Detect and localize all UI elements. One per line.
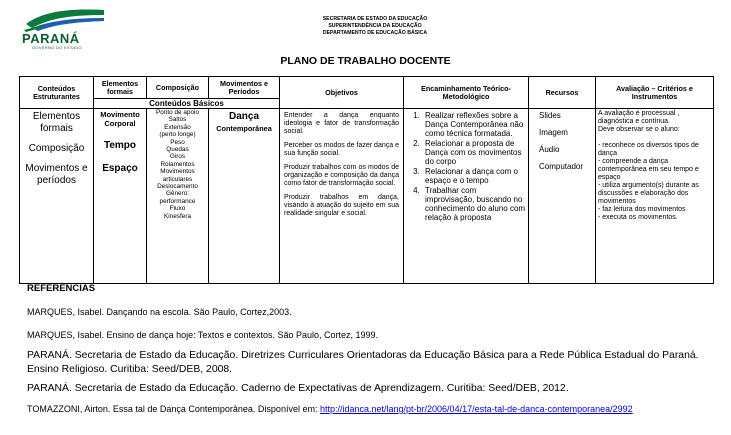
- references-section: [27, 283, 717, 415]
- header-recursos: Recursos: [529, 77, 596, 109]
- reference-link[interactable]: http://idanca.net/lang/pt-br/2006/04/17/esta-tal-de-danca-contemporanea/2992: [319, 404, 633, 414]
- parana-logo: [22, 6, 108, 50]
- avaliacao-item: - utiliza argumento(s) durante as discussões e elaboração dos movimentos: [598, 182, 699, 205]
- avaliacao-item: - compreende a dança contemporânea em seu tempo e espaço: [598, 158, 699, 181]
- composicao-item: (perto longe): [159, 131, 196, 139]
- composicao-item: Quedas: [166, 146, 189, 154]
- header-line: SUPERINTENDÊNCIA DA EDUCAÇÃO: [328, 23, 422, 29]
- header-conteudos-basicos: Conteúdos Básicos: [94, 99, 280, 109]
- movimento-item: Contemporânea: [216, 124, 272, 133]
- composicao-item: Giros: [169, 153, 186, 161]
- references-heading: REFERÊNCIAS: [27, 283, 96, 294]
- logo-subtitle: GOVERNO DO ESTADO: [32, 45, 82, 50]
- encaminhamento-item: 3. Relacionar a dança com o espaço e o tempo: [422, 167, 526, 185]
- recurso-item: Áudio: [539, 145, 560, 154]
- logo-name: PARANÁ: [22, 31, 80, 46]
- header-composicao: Composição: [147, 77, 209, 99]
- plan-table: [19, 76, 713, 284]
- reference-item: PARANÁ. Secretaria de Estado da Educação. Caderno de Expectativas de Aprendizagem. Curitiba: Seed/DEB, 2012.: [27, 383, 569, 394]
- composicao-item: Gênero:: [165, 190, 190, 198]
- objetivo-item: Produzir trabalhos em dança, visando à atuação do sujeito em sua realidade singular e social.: [284, 194, 399, 217]
- composicao-item: Ponto de apoio: [156, 109, 199, 116]
- composicao-item: Saltos: [168, 116, 187, 124]
- header-objetivos: Objetivos: [280, 77, 404, 109]
- encaminhamento-item: 1. Realizar reflexões sobre a Dança Contemporânea não como técnica formatada.: [422, 111, 526, 138]
- reference-item: MARQUES, Isabel. Dançando na escola. São Paulo, Cortez,2003.: [27, 307, 292, 317]
- composicao-item: Movimentos articulares: [160, 168, 195, 183]
- page-title: PLANO DE TRABALHO DOCENTE: [280, 55, 451, 67]
- elemento-item: Espaço: [102, 163, 138, 174]
- reference-item: [27, 403, 717, 415]
- conteudo-item: Composição: [28, 143, 85, 154]
- elementos-formais-cell: [94, 109, 147, 284]
- reference-item: MARQUES, Isabel. Ensino de dança hoje: Textos e contextos. São Paulo, Cortez, 1999.: [27, 330, 379, 340]
- conteudos-estruturantes-cell: [20, 109, 94, 284]
- composicao-item: Fluxo: [169, 205, 186, 213]
- composicao-item: Extensão: [164, 123, 191, 131]
- encaminhamento-item: 4. Trabalhar com improvisação, buscando no conhecimento do aluno com relação à proposta: [422, 186, 526, 222]
- objetivo-item: Produzir trabalhos com os modos de organização e composição da dança como fator de transformação social.: [284, 164, 399, 187]
- objetivo-item: Perceber os modos de fazer dança e sua função social.: [284, 142, 399, 157]
- header-line: DEPARTAMENTO DE EDUCAÇÃO BÁSICA: [322, 30, 428, 36]
- movimentos-periodos-cell: [209, 109, 280, 284]
- department-header: [290, 16, 460, 37]
- avaliacao-item: [598, 134, 711, 142]
- conteudo-item: Movimentos e períodos: [25, 163, 88, 186]
- elemento-item: Movimento Corporal: [100, 110, 140, 128]
- avaliacao-cell: [596, 109, 714, 284]
- movimento-item: Dança: [228, 111, 259, 122]
- header-conteudos-estruturantes: Conteúdos Estruturantes: [20, 77, 94, 109]
- parana-flag-icon: [22, 6, 108, 32]
- objetivo-item: Entender a dança enquanto ideologia e fator de transformação social.: [284, 112, 399, 135]
- header-encaminhamento: Encaminhamento Teórico-Metodológico: [404, 77, 529, 109]
- avaliacao-item: - faz leitura dos movimentos: [598, 206, 686, 213]
- reference-item: PARANÁ. Secretaria de Estado da Educação. Diretrizes Curriculares Orientadoras da Educação Básica para a Rede Pública Estadual do Paraná. Ensino Religioso. Curitiba: Seed/DEB, 2008.: [27, 350, 699, 375]
- avaliacao-item: - executa os movimentos.: [598, 214, 678, 221]
- conteudo-item: Elementos formais: [32, 111, 81, 134]
- composicao-cell: [147, 109, 209, 284]
- composicao-item: Rolamentos: [160, 160, 195, 168]
- header-avaliacao: Avaliação – Critérios e Instrumentos: [596, 77, 714, 109]
- recurso-item: Computador: [539, 162, 584, 171]
- encaminhamento-cell: [404, 109, 529, 284]
- composicao-item: Peso: [170, 138, 185, 146]
- encaminhamento-item: 2. Relacionar a proposta de Dança com os movimentos do corpo: [422, 139, 526, 166]
- avaliacao-item: A avaliação é processual , diagnóstica e contínua.: [598, 110, 680, 125]
- recurso-item: Imagem: [539, 128, 568, 137]
- composicao-item: Kinesfera: [164, 212, 191, 220]
- objetivos-cell: [280, 109, 404, 284]
- header-line: SECRETARIA DE ESTADO DA EDUCAÇÃO: [322, 16, 428, 22]
- avaliacao-item: Deve observar se o aluno:: [598, 126, 680, 133]
- elemento-item: Tempo: [103, 140, 137, 151]
- composicao-item: Deslocamento: [157, 183, 198, 191]
- header-elementos-formais: Elementos formais: [94, 77, 147, 99]
- header-movimentos-periodos: Movimentos e Períodos: [209, 77, 280, 99]
- recurso-item: Slides: [539, 111, 561, 120]
- reference-text: TOMAZZONI, Airton. Essa tal de Dança Contemporânea. Disponível em:: [27, 404, 320, 414]
- recursos-cell: [529, 109, 596, 284]
- composicao-item: performance: [159, 197, 196, 205]
- avaliacao-item: - reconhece os diversos tipos de dança: [598, 142, 699, 157]
